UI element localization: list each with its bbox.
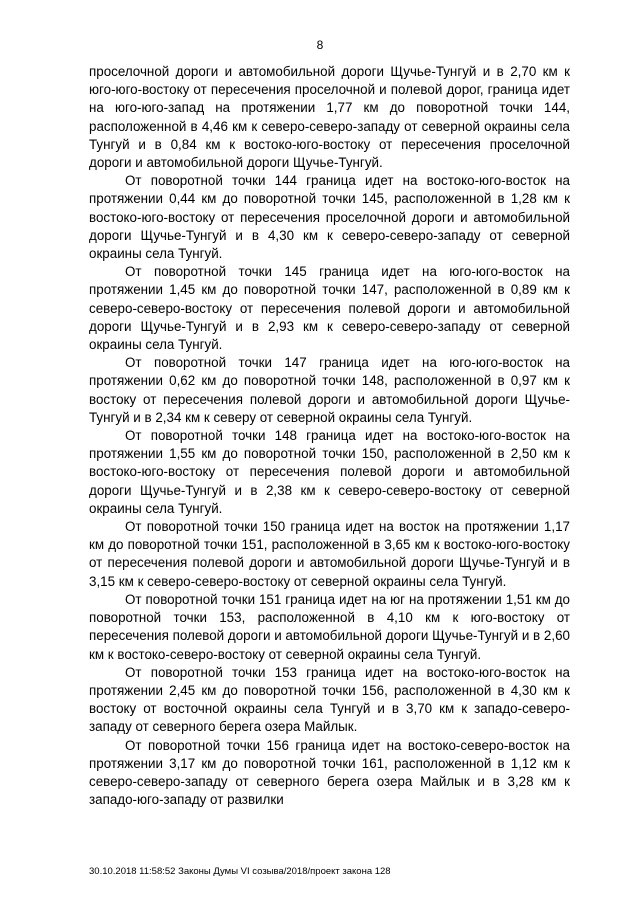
document-footer: 30.10.2018 11:58:52 Законы Думы VI созыва/2018/проект закона 128 — [89, 866, 391, 877]
paragraph-5: От поворотной точки 148 граница идет на востоко-юго-восток на протяжении 1,55 км до поворотной точки 150, расположенной в 2,50 км к востоко-юго-востоку от пересечения полевой дороги и автомобильной дороги Щучье-Тунгуй и в 2,38 км к северо-северо-востоку от северной окраины села Тунгуй. — [89, 428, 570, 516]
paragraph-8: От поворотной точки 153 граница идет на востоко-юго-восток на протяжении 2,45 км до поворотной точки 156, расположенной в 4,30 км к востоку от восточной окраины села Тунгуй и в 3,70 км к западо-северо-западу от северного берега озера Майлык. — [89, 664, 570, 735]
page-number: 8 — [316, 38, 324, 52]
paragraph-7: От поворотной точки 151 граница идет на юг на протяжении 1,51 км до поворотной точки 153, расположенной в 4,10 км к юго-востоку от пересечения полевой дороги и автомобильной дороги Щучье-Тунгуй и в 2,60 км к востоко-северо-востоку от северной окраины села Тунгуй. — [89, 591, 570, 662]
paragraph-1: проселочной дороги и автомобильной дороги Щучье-Тунгуй и в 2,70 км к юго-юго-востоку от пересечения проселочной и полевой дорог, граница идет на юго-юго-запад на протяжении 1,77 км до поворотной точки 144, расположенной в 4,46 км к северо-северо-западу от северной окраины села Тунгуй и в 0,84 км к востоко-юго-востоку от пересечения проселочной дороги и автомобильной дороги Щучье-Тунгуй. — [89, 64, 570, 171]
paragraph-4: От поворотной точки 147 граница идет на юго-юго-восток на протяжении 0,62 км до поворотной точки 148, расположенной в 0,97 км к востоку от пересечения полевой дороги и автомобильной дороги Щучье-Тунгуй и в 2,34 км к северу от северной окраины села Тунгуй. — [89, 355, 570, 425]
paragraph-3: От поворотной точки 145 граница идет на юго-юго-восток на протяжении 1,45 км до поворотной точки 147, расположенной в 0,89 км к северо-северо-востоку от пересечения полевой дороги и автомобильной дороги Щучье-Тунгуй и в 2,93 км к северо-северо-западу от северной окраины села Тунгуй. — [89, 264, 570, 353]
document-body — [89, 63, 570, 809]
paragraph-9: От поворотной точки 156 граница идет на востоко-северо-восток на протяжении 3,17 км до поворотной точки 161, расположенной в 1,12 км к северо-северо-западу от северного берега озера Майлык и в 3,28 км к западо-юго-западу от развилки — [89, 737, 570, 808]
paragraph-6: От поворотной точки 150 граница идет на восток на протяжении 1,17 км до поворотной точки 151, расположенной в 3,65 км к востоко-юго-востоку от пересечения полевой дороги и автомобильной дороги Щучье-Тунгуй и в 3,15 км к северо-северо-востоку от северной окраины села Тунгуй. — [89, 519, 570, 589]
paragraph-2: От поворотной точки 144 граница идет на востоко-юго-восток на протяжении 0,44 км до поворотной точки 145, расположенной в 1,28 км к востоко-юго-востоку от пересечения проселочной дороги и автомобильной дороги Щучье-Тунгуй и в 4,30 км к северо-северо-западу от северной окраины села Тунгуй. — [89, 173, 570, 262]
